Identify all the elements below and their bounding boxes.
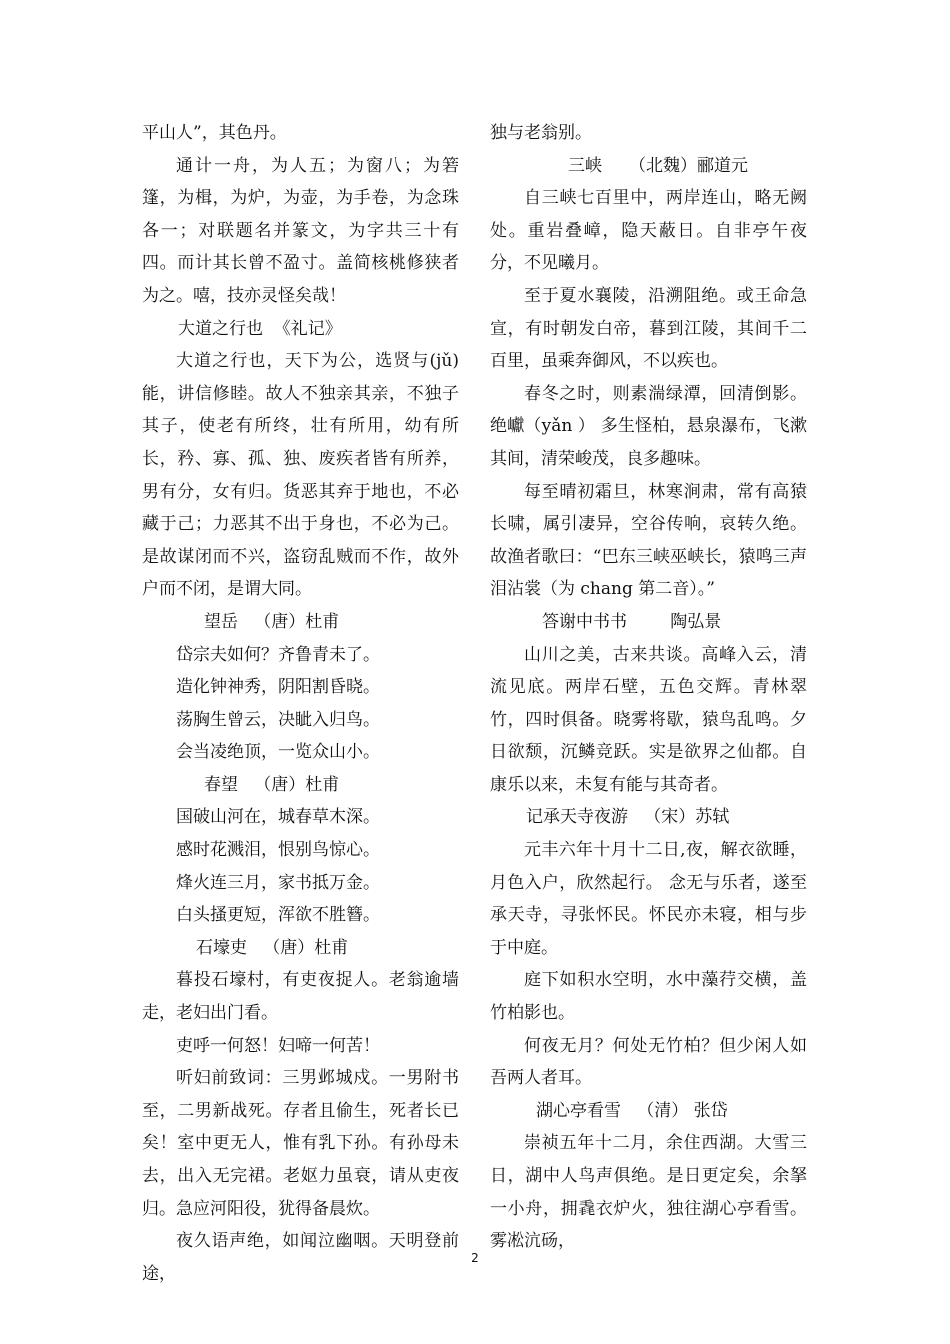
paragraph: 独与老翁别。 [490,123,592,143]
page-number: 2 [471,1251,479,1265]
paragraph: 元丰六年十月十二日,夜，解衣欲睡，月色入户，欣然起行。 念无与乐者，遂至承天寺，寻张怀民。怀民亦未寝，相与步于中庭。 [490,840,807,958]
paragraph: 听妇前致词：三男邺城戍。一男附书至，二男新战死。存者且偷生，死者长已矣！室中更无人，惟有乳下孙。有孙母未去，出入无完裙。老妪力虽衰，请从吏夜归。急应河阳役，犹得备晨炊。 [142,1068,459,1219]
poem-line: 荡胸生曾云，决眦入归鸟。 [176,709,380,730]
section-title: 春望 （唐）杜甫 [204,774,340,795]
section-title: 湖心亭看雪 （清） 张岱 [536,1100,728,1121]
poem-line: 国破山河在，城春草木深。 [176,807,380,828]
paragraph: 平山人”，其色丹。 [142,123,287,143]
section-title: 答谢中书书 陶弘景 [542,611,722,632]
poem-line: 造化钟神秀，阴阳割昏晓。 [176,677,380,698]
poem-line: 岱宗夫如何？齐鲁青未了。 [176,644,380,665]
paragraph: 自三峡七百里中，两岸连山，略无阙处。重岩叠嶂，隐天蔽日。自非亭午夜分，不见曦月。 [490,188,807,274]
paragraph: 山川之美，古来共谈。高峰入云，清流见底。两岸石壁，五色交辉。青林翠竹，四时俱备。晓雾将歇，猿鸟乱鸣。夕日欲颓，沉鳞竞跃。实是欲界之仙都。自康乐以来，未复有能与其奇者。 [490,644,807,795]
paragraph: 暮投石壕村，有吏夜捉人。老翁逾墙走，老妇出门看。 [142,970,459,1024]
poem-line: 白头搔更短，浑欲不胜簪。 [176,905,380,926]
section-title: 记承天寺夜游 （宋）苏轼 [526,807,730,828]
paragraph: 每至晴初霜旦，林寒涧肃，常有高猿长啸，属引凄异，空谷传响，哀转久绝。故渔者歌曰：“巴东三峡巫峡长，猿鸣三声泪沾裳（为 chang 第二音）。” [490,481,807,600]
paragraph: 至于夏水襄陵，沿溯阻绝。或王命急宣，有时朝发白帝，暮到江陵，其间千二百里，虽乘奔御风，不以疾也。 [490,285,807,372]
section-title: 石壕吏 （唐）杜甫 [196,937,349,958]
section-title: 三峡 （北魏）郦道元 [568,155,749,176]
paragraph: 吏呼一何怒！妇啼一何苦！ [176,1035,380,1056]
paragraph: 夜久语声绝，如闻泣幽咽。天明登前途， [142,1231,459,1284]
paragraph: 何夜无月？何处无竹柏？但少闲人如吾两人者耳。 [490,1035,807,1089]
poem-line: 会当凌绝顶，一览众山小。 [176,742,380,763]
left-column [142,117,459,1290]
section-title: 望岳 （唐）杜甫 [204,611,340,632]
poem-line: 感时花溅泪，恨别鸟惊心。 [176,840,380,861]
paragraph: 庭下如积水空明，水中藻荇交横，盖竹柏影也。 [490,970,807,1024]
poem-line: 烽火连三月，家书抵万金。 [176,872,380,893]
right-column [490,117,807,1258]
paragraph: 大道之行也，天下为公，选贤与(jǔ)能，讲信修睦。故人不独亲其亲，不独子其子，使老有所终，壮有所用，幼有所长，矜、寡、孤、独、废疾者皆有所养，男有分，女有归。货恶其弃于地也，不必藏于己；力恶其不出于身也，不必为己。是故谋闭而不兴，盗窃乱贼而不作，故外户而不闭，是谓大同。 [142,351,459,600]
paragraph: 崇祯五年十二月，余住西湖。大雪三日，湖中人鸟声俱绝。是日更定矣，余拏一小舟，拥毳衣炉火，独往湖心亭看雪。雾凇沆砀， [490,1133,807,1252]
paragraph: 春冬之时，则素湍绿潭，回清倒影。绝巘（yǎn ） 多生怪柏，悬泉瀑布，飞漱其间，清荣峻茂，良多趣味。 [490,383,807,469]
paragraph: 通计一舟，为人五；为窗八；为箬篷，为楫，为炉，为壶，为手卷，为念珠各一；对联题名并篆文，为字共三十有四。而计其长曾不盈寸。盖简核桃修狭者为之。嘻，技亦灵怪矣哉！ [142,155,459,306]
section-title: 大道之行也 《礼记》 [178,318,342,339]
